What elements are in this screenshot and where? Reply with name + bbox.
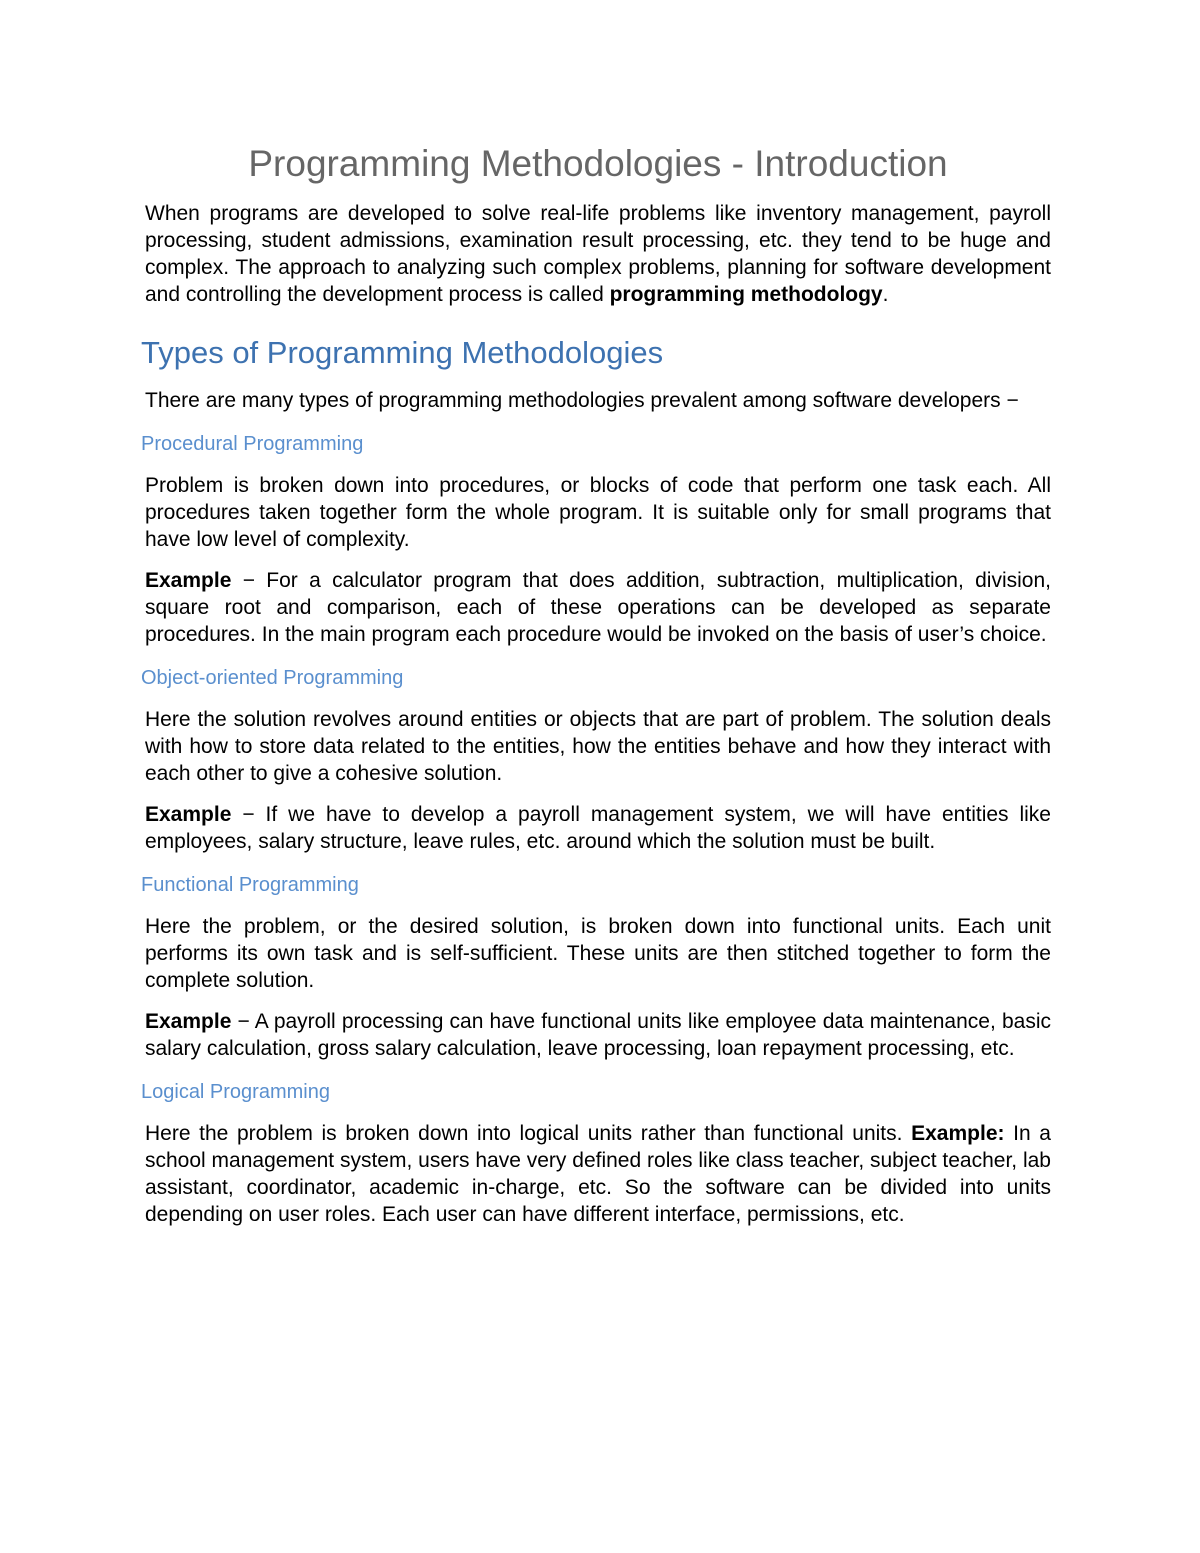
section-heading-functional: Functional Programming xyxy=(141,874,359,896)
section-body-text: Here the problem is broken down into logical units rather than functional units. xyxy=(145,1122,912,1145)
intro-bold-term: programming methodology xyxy=(609,283,883,306)
section-body-functional: Here the problem, or the desired solution, is broken down into functional units. Each unit performs its own task and is self-sufficient. These units are then stitched together to form the complete solution. xyxy=(145,915,1051,992)
intro-text-end: . xyxy=(882,283,889,306)
example-text: In a school management system, users have very defined roles like class teacher, subject teacher, lab assistant, coordinator, academic in-charge, etc. So the software can be divided into units depending on user roles. Each user can have different interface, permissions, etc. xyxy=(145,1122,1051,1226)
document-title: Programming Methodologies - Introduction xyxy=(248,143,948,184)
types-heading: Types of Programming Methodologies xyxy=(141,335,664,370)
example-label: Example: xyxy=(911,1122,1005,1145)
example-text: − A payroll processing can have functional units like employee data maintenance, basic salary calculation, gross salary calculation, leave processing, loan repayment processing, etc. xyxy=(145,1010,1051,1060)
intro-text: When programs are developed to solve real-life problems like inventory management, payroll processing, student admissions, examination result processing, etc. they tend to be huge and complex. The approach to analyzing such complex problems, planning for software development and controlling the development process is called xyxy=(145,202,1051,306)
example-label: Example xyxy=(145,569,232,592)
example-label: Example xyxy=(145,803,232,826)
example-text: − If we have to develop a payroll management system, we will have entities like employees, salary structure, leave rules, etc. around which the solution must be built. xyxy=(145,803,1051,853)
section-example-object-oriented xyxy=(145,801,1051,855)
section-example-functional xyxy=(145,1008,1051,1062)
example-text: − For a calculator program that does addition, subtraction, multiplication, division, square root and comparison, each of these operations can be developed as separate procedures. In the main program each procedure would be invoked on the basis of user’s choice. xyxy=(145,569,1051,646)
types-intro-paragraph: There are many types of programming methodologies prevalent among software developers − xyxy=(145,389,1019,412)
section-body-procedural: Problem is broken down into procedures, or blocks of code that perform one task each. All procedures taken together form the whole program. It is suitable only for small programs that have low level of complexity. xyxy=(145,474,1051,551)
section-example-procedural xyxy=(145,567,1051,648)
document-page xyxy=(141,138,1051,1228)
section-heading-object-oriented: Object-oriented Programming xyxy=(141,667,404,689)
section-body-object-oriented: Here the solution revolves around entities or objects that are part of problem. The solution deals with how to store data related to the entities, how the entities behave and how they interact with each other to give a cohesive solution. xyxy=(145,708,1051,785)
example-label: Example xyxy=(145,1010,232,1033)
intro-paragraph xyxy=(145,200,1051,308)
section-heading-logical: Logical Programming xyxy=(141,1081,330,1103)
section-heading-procedural: Procedural Programming xyxy=(141,433,364,455)
section-body-logical xyxy=(145,1120,1051,1228)
